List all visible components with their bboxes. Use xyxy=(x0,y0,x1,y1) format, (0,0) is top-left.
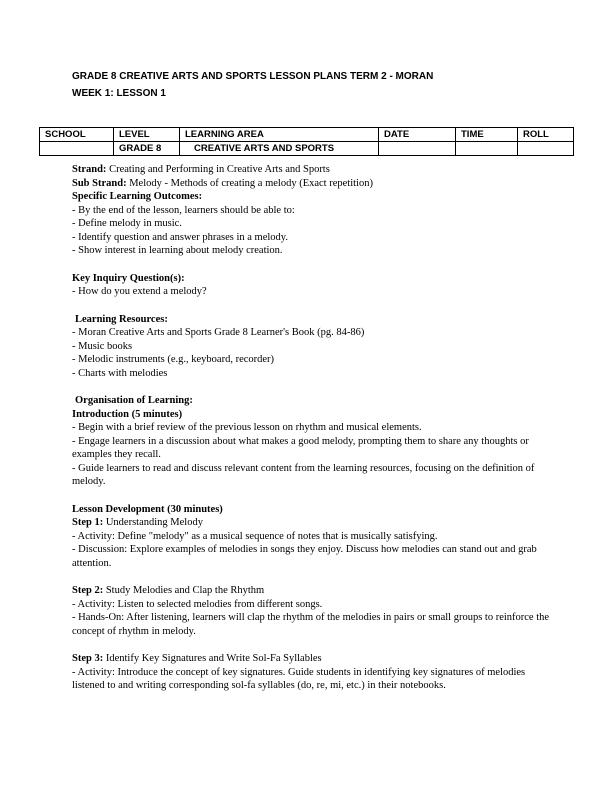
sub-strand-line xyxy=(72,177,552,191)
list-item: - By the end of the lesson, learners should be able to: xyxy=(72,204,295,216)
lesson-body xyxy=(72,163,552,693)
header-cell-school: SCHOOL xyxy=(40,128,114,142)
list-item: - Show interest in learning about melody creation. xyxy=(72,245,283,256)
lesson-info-table xyxy=(39,127,574,156)
resources-heading: Learning Resources: xyxy=(75,313,168,325)
list-item: - Hands-On: After listening, learners will clap the rhythm of the melodies in pairs or small groups to reinforce the concept of rhythm in melody. xyxy=(72,612,550,637)
header-cell-time: TIME xyxy=(456,128,518,142)
list-item: - Guide learners to read and discuss relevant content from the learning resources, focusing on the definition of melody. xyxy=(72,462,535,487)
list-item: - Activity: Introduce the concept of key signatures. Guide students in identifying key signatures of melodies listened to and writing corresponding sol-fa syllables (do, re, mi, etc.) in their notebooks. xyxy=(72,666,526,691)
cell-roll xyxy=(518,142,574,156)
step-1-title: Understanding Melody xyxy=(103,517,203,528)
strand-line xyxy=(72,163,552,177)
strand-label: Strand: xyxy=(72,164,107,175)
list-item: - Activity: Listen to selected melodies from different songs. xyxy=(72,598,323,610)
header-cell-level: LEVEL xyxy=(114,128,180,142)
list-item: - Define melody in music. xyxy=(72,218,182,229)
step-1-title-line xyxy=(72,516,552,530)
step-3-title: Identify Key Signatures and Write Sol-Fa Syllables xyxy=(103,653,322,664)
list-item: - Moran Creative Arts and Sports Grade 8 Learner's Book (pg. 84-86) xyxy=(72,327,365,338)
outcomes-heading: Specific Learning Outcomes: xyxy=(72,191,203,202)
lesson-subtitle: WEEK 1: LESSON 1 xyxy=(72,88,166,99)
step-2-title-line xyxy=(72,584,552,598)
list-item: - Identify question and answer phrases in a melody. xyxy=(72,231,288,243)
step-2-title: Study Melodies and Clap the Rhythm xyxy=(103,585,265,596)
strand-value: Creating and Performing in Creative Arts and Sports xyxy=(106,164,330,175)
table-row xyxy=(40,142,574,156)
step-2-label: Step 2: xyxy=(72,585,104,596)
table-header-row xyxy=(40,128,574,142)
step-3-label: Step 3: xyxy=(72,653,104,664)
step-3-title-line xyxy=(72,652,552,666)
development-heading: Lesson Development (30 minutes) xyxy=(72,503,223,515)
step-1-label: Step 1: xyxy=(72,517,104,528)
list-item: - Activity: Define "melody" as a musical sequence of notes that is musically satisfying. xyxy=(72,530,438,542)
inquiry-heading: Key Inquiry Question(s): xyxy=(72,272,185,284)
organisation-heading: Organisation of Learning: xyxy=(75,395,193,406)
cell-school xyxy=(40,142,114,156)
list-item: - Melodic instruments (e.g., keyboard, recorder) xyxy=(72,354,275,365)
list-item: - Engage learners in a discussion about what makes a good melody, prompting them to share any thoughts or examples they recall. xyxy=(72,435,529,460)
list-item: - How do you extend a melody? xyxy=(72,286,207,297)
sub-strand-label: Sub Strand: xyxy=(72,177,127,189)
introduction-heading: Introduction (5 minutes) xyxy=(72,408,183,420)
header-cell-date: DATE xyxy=(379,128,456,142)
header-cell-learning-area: LEARNING AREA xyxy=(180,128,379,142)
cell-level: GRADE 8 xyxy=(114,142,180,156)
cell-learning-area: CREATIVE ARTS AND SPORTS xyxy=(180,142,379,156)
header-cell-roll: ROLL xyxy=(518,128,574,142)
list-item: - Music books xyxy=(72,340,133,352)
cell-time xyxy=(456,142,518,156)
document-title: GRADE 8 CREATIVE ARTS AND SPORTS LESSON PLANS TERM 2 - MORAN xyxy=(72,71,434,82)
list-item: - Charts with melodies xyxy=(72,367,168,379)
sub-strand-value: Melody - Methods of creating a melody (Exact repetition) xyxy=(126,177,373,189)
list-item: - Discussion: Explore examples of melodies in songs they enjoy. Discuss how melodies can stand out and grab attention. xyxy=(72,544,537,569)
list-item: - Begin with a brief review of the previous lesson on rhythm and musical elements. xyxy=(72,422,422,433)
cell-date xyxy=(379,142,456,156)
